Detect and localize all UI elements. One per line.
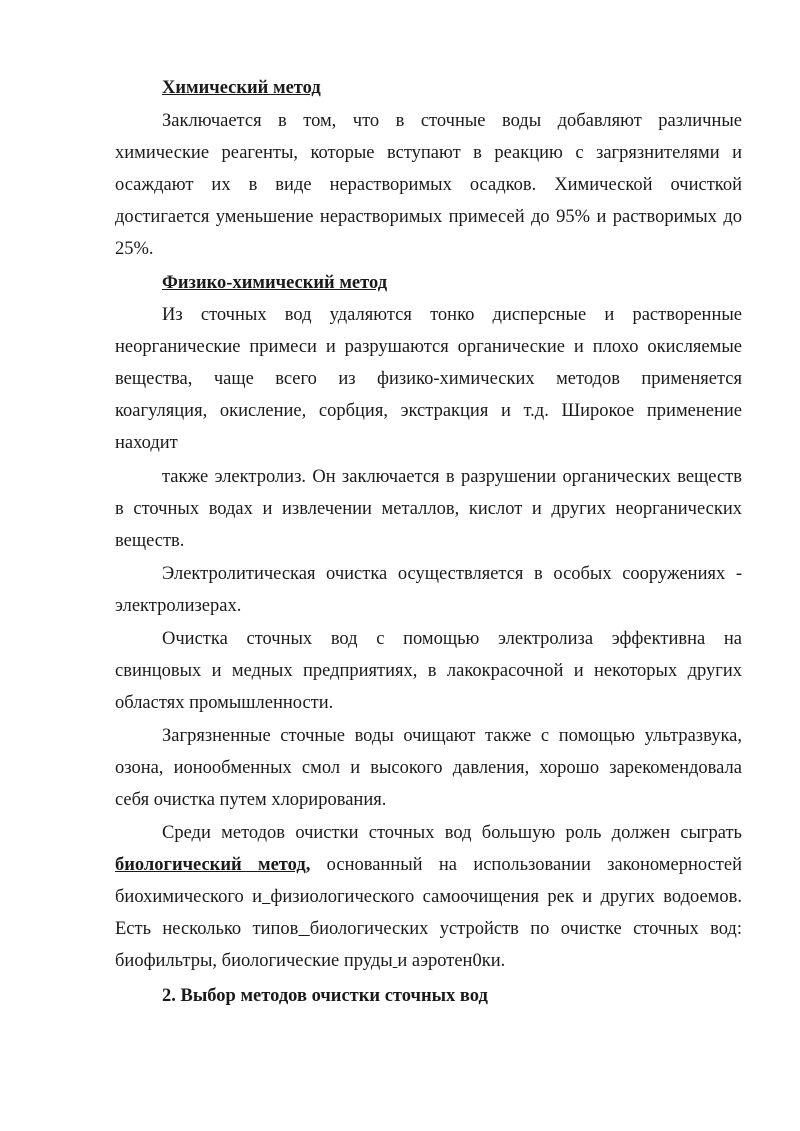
paragraph-line: Очистка сточных вод с помощью электролиза эффективна на — [162, 629, 742, 649]
paragraph-line — [115, 948, 742, 974]
paragraph-line: также электролиз. Он заключается в разрушении органических веществ — [162, 467, 742, 487]
paragraph-line: свинцовых и медных предприятиях, в лакокрасочной и некоторых других — [115, 661, 742, 681]
biological-method-term: биологический метод, — [115, 855, 311, 875]
paragraph-text: биохимического и — [115, 887, 262, 907]
paragraph-text: основанный на использовании закономерностей — [310, 855, 742, 875]
paragraph-line: себя очистка путем хлорирования. — [115, 790, 387, 810]
paragraph-line: 25%. — [115, 239, 154, 259]
paragraph-text: физиологического самоочищения рек и других водоемов. — [270, 887, 742, 907]
paragraph-line: достигается уменьшение нерастворимых примесей до 95% и растворимых до — [115, 207, 742, 227]
paragraph-line: Электролитическая очистка осуществляется в особых сооружениях - — [162, 564, 742, 584]
paragraph-line — [115, 852, 742, 878]
paragraph-line: осаждают их в виде нерастворимых осадков. Химической очисткой — [115, 175, 742, 195]
paragraph-line: неорганические примеси и разрушаются органические и плохо окисляемые — [115, 337, 742, 357]
heading-chemical-method: Химический метод — [162, 78, 321, 98]
paragraph-line — [115, 884, 742, 910]
paragraph-line: находит — [115, 433, 178, 453]
paragraph-line: вещества, чаще всего из физико-химических методов применяется — [115, 369, 742, 389]
paragraph-line: коагуляция, окисление, сорбция, экстракция и т.д. Широкое применение — [115, 401, 742, 421]
paragraph-line: Из сточных вод удаляются тонко дисперсные и растворенные — [162, 305, 742, 325]
paragraph-text: и аэротен0ки. — [397, 951, 506, 971]
paragraph-text: Есть несколько типов — [115, 919, 299, 939]
paragraph-text: биофильтры, биологические пруды — [115, 951, 393, 971]
paragraph-line: Заключается в том, что в сточные воды добавляют различные — [162, 111, 742, 131]
paragraph-line: Среди методов очистки сточных вод большую роль должен сыграть — [162, 823, 742, 843]
paragraph-line: электролизерах. — [115, 596, 242, 616]
paragraph-line: Загрязненные сточные воды очищают также с помощью ультразвука, — [162, 726, 742, 746]
paragraph-line: областях промышленности. — [115, 693, 334, 713]
section-heading: 2. Выбор методов очистки сточных вод — [162, 986, 488, 1006]
paragraph-line — [115, 916, 742, 942]
underlined-space — [298, 919, 309, 939]
paragraph-text: биологических устройств по очистке сточных вод: — [309, 919, 742, 939]
paragraph-line: химические реагенты, которые вступают в реакцию с загрязнителями и — [115, 143, 742, 163]
paragraph-line: в сточных водах и извлечении металлов, кислот и других неорганических — [115, 499, 742, 519]
paragraph-line: веществ. — [115, 531, 185, 551]
heading-physchem-method: Физико-химический метод — [162, 273, 388, 293]
paragraph-line: озона, ионообменных смол и высокого давления, хорошо зарекомендовала — [115, 758, 742, 778]
